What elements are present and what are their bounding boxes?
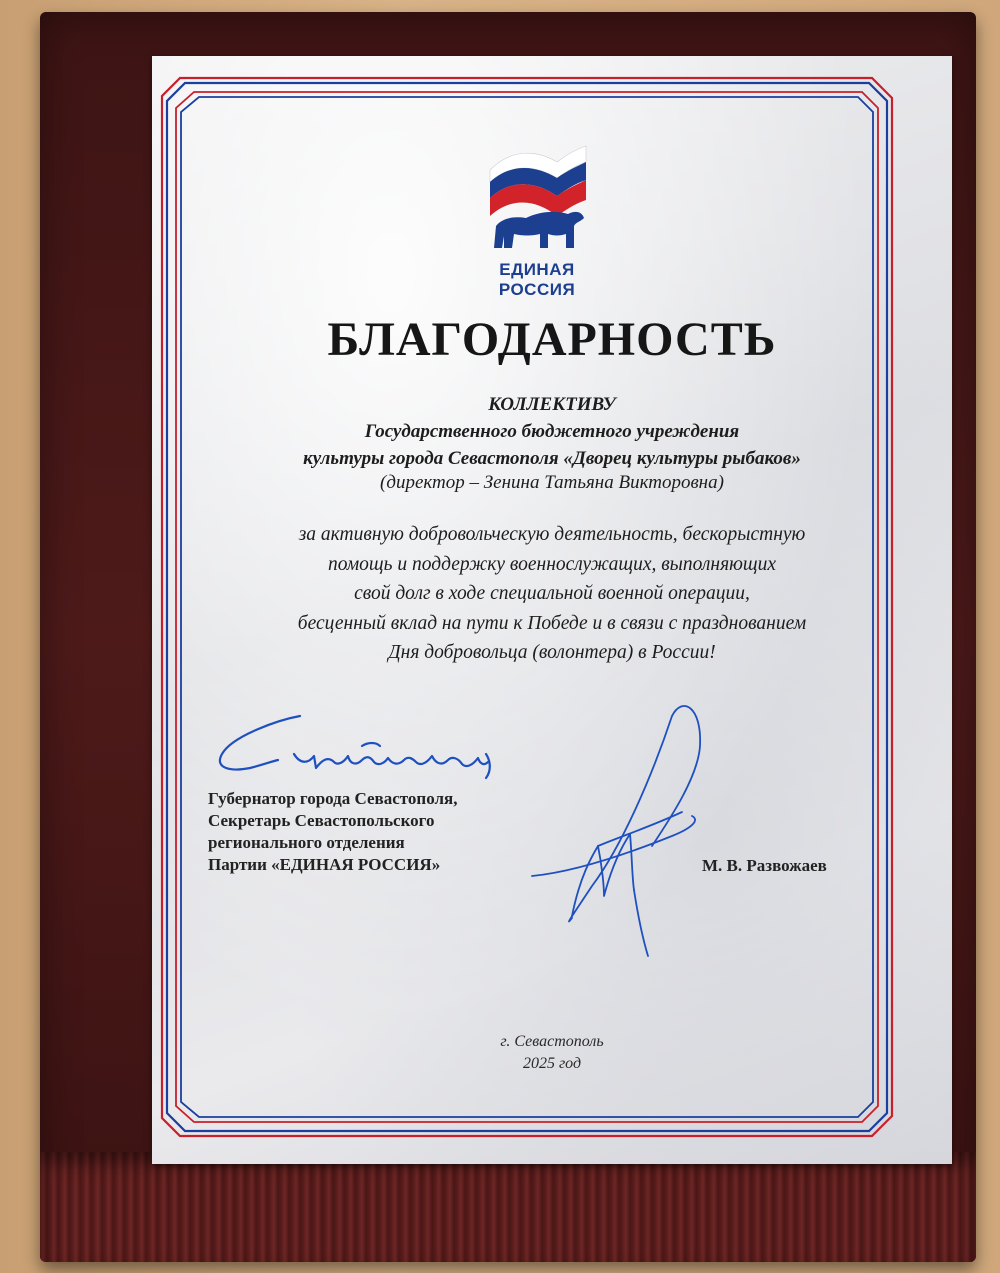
logo-text-line2: РОССИЯ [498, 280, 576, 299]
director-line: (директор – Зенина Татьяна Викторовна) [380, 472, 724, 493]
handwriting-layer [152, 56, 952, 1164]
plaque-bevel-edge [40, 1152, 976, 1262]
signer-position [208, 788, 568, 876]
signer-position-line: Губернатор города Севастополя, [208, 789, 458, 808]
signer-position-line: Партии «ЕДИНАЯ РОССИЯ» [208, 855, 441, 874]
body-line: помощь и поддержку военнослужащих, выполняющих [327, 553, 777, 575]
year: 2025 год [522, 1055, 582, 1072]
certificate-sheet [152, 56, 952, 1164]
city: г. Севастополь [500, 1033, 604, 1050]
body-line: свой долг в ходе специальной военной операции, [354, 583, 750, 604]
document-title: БЛАГОДАРНОСТЬ [327, 313, 777, 366]
recipient-line: КОЛЛЕКТИВУ [488, 394, 616, 415]
signer-position-line: Секретарь Севастопольского [208, 811, 435, 830]
place-and-date [152, 1031, 952, 1075]
signer-name: М. В. Развожаев [702, 856, 827, 875]
body-line: Дня добровольца (волонтера) в России! [388, 642, 716, 663]
handwritten-greeting [220, 716, 490, 778]
body-line: за активную добровольческую деятельность, бескорыстную [298, 524, 806, 545]
logo-text-line1: ЕДИНАЯ [499, 260, 575, 279]
wooden-plaque [40, 12, 976, 1262]
recipient-line: Государственного бюджетного учреждения [364, 421, 740, 442]
signer-position-line: регионального отделения [208, 833, 405, 852]
body-line: бесценный вклад на пути к Победе и в связи с празднованием [297, 612, 807, 634]
recipient-line: культуры города Севастополя «Дворец культуры рыбаков» [303, 448, 801, 469]
